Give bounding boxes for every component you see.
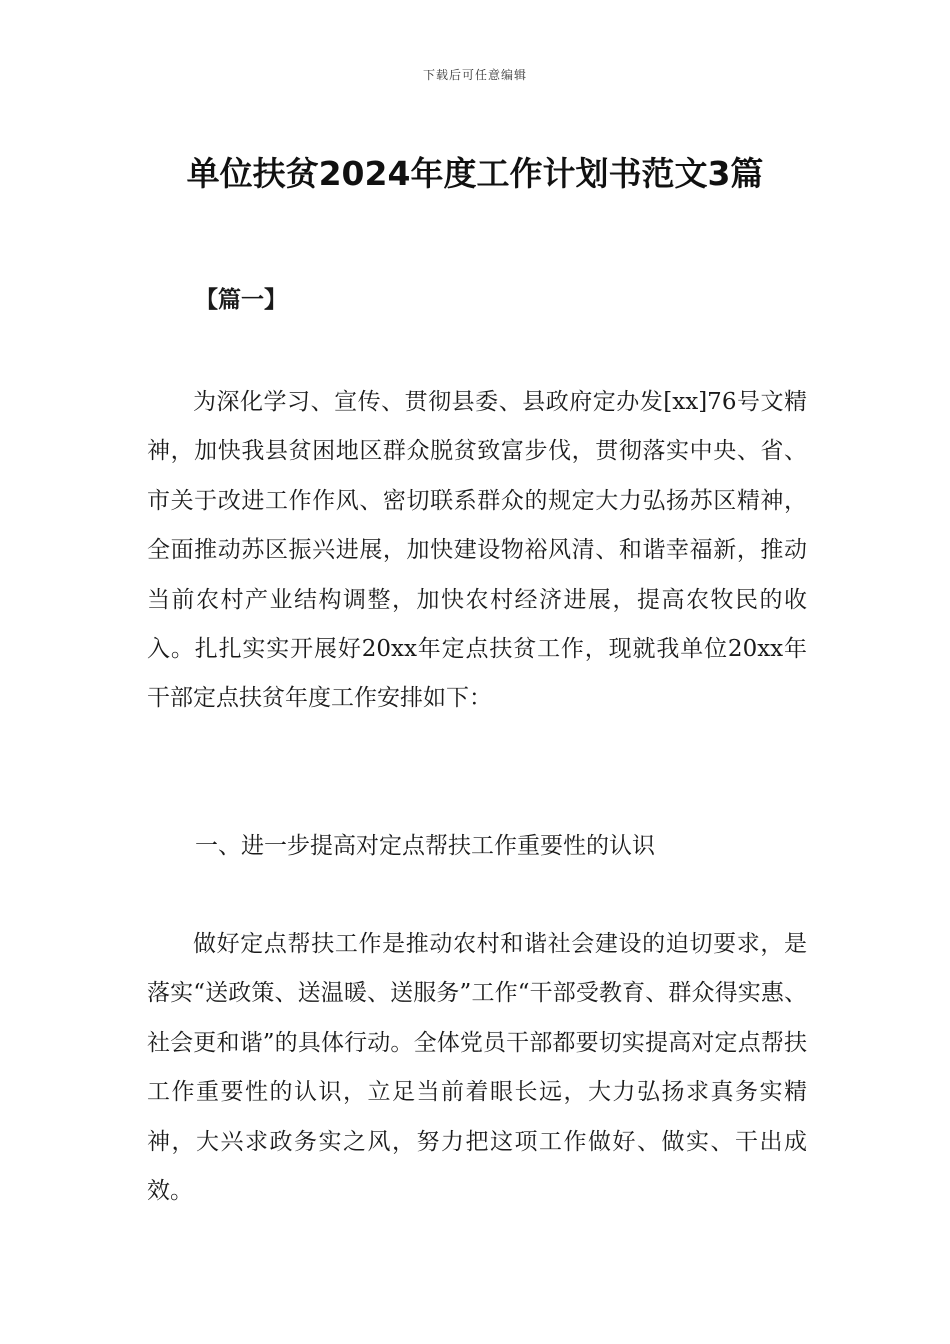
- section-tag: 【篇一】: [195, 286, 287, 313]
- paragraph-intro: 为深化学习、宣传、贯彻县委、县政府定办发[xx]76号文精神，加快我县贫困地区群众脱贫致富步伐，贯彻落实中央、省、市关于改进工作作风、密切联系群众的规定大力弘扬苏区精神，全面推动苏区振兴进展，加快建设物裕风清、和谐幸福新，推动当前农村产业结构调整，加快农村经济进展，提高农牧民的收入。扎扎实实开展好20xx年定点扶贫工作，现就我单位20xx年干部定点扶贫年度工作安排如下：: [147, 389, 807, 712]
- document-title: 单位扶贫2024年度工作计划书范文3篇: [186, 154, 764, 193]
- section-heading-1: 一、进一步提高对定点帮扶工作重要性的认识: [195, 833, 655, 859]
- header-note: 下载后可任意编辑: [422, 68, 527, 82]
- paragraph-importance: 做好定点帮扶工作是推动农村和谐社会建设的迫切要求，是落实“送政策、送温暖、送服务”工作“干部受教育、群众得实惠、社会更和谐”的具体行动。全体党员干部都要切实提高对定点帮扶工作重要性的认识，立足当前着眼长远，大力弘扬求真务实精神，大兴求政务实之风，努力把这项工作做好、做实、干出成效。: [147, 931, 807, 1205]
